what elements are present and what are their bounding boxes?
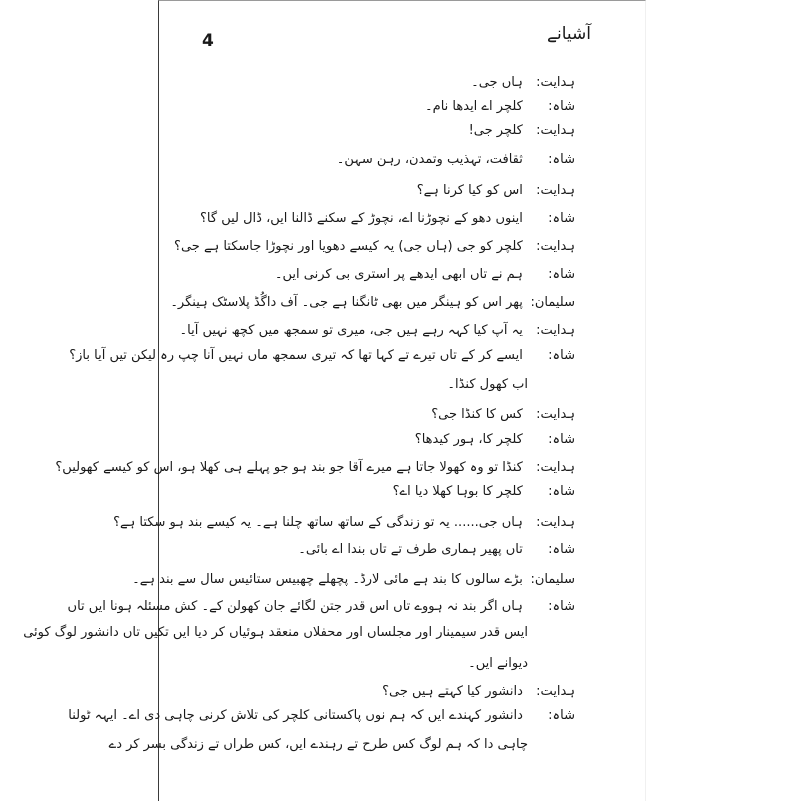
speech-text: ایسے کر کے تاں تیرے تے کہا تھا کہ تیری سمجھ ماں نہیں آنا چپ رہ لیکن تیں آیا باز؟: [69, 348, 523, 363]
speech-text: کلچر جی!: [468, 123, 523, 138]
speaker-label: شاہ:: [548, 267, 575, 282]
speaker-label: ہدایت:: [536, 183, 575, 198]
speech-continuation: اب کھول کنڈا۔: [447, 377, 528, 392]
dialogue-line: [68, 598, 575, 616]
speaker-label: سلیمان:: [530, 572, 575, 587]
speaker-label: شاہ:: [548, 432, 575, 447]
dialogue-line: [180, 322, 575, 340]
speaker-label: شاہ:: [548, 211, 575, 226]
speaker-label: ہدایت:: [536, 323, 575, 338]
dialogue-line: [200, 210, 575, 228]
dialogue-line: [393, 483, 575, 501]
dialogue-line: [337, 151, 575, 169]
dialogue-line: [132, 571, 575, 589]
dialogue-line: [298, 541, 575, 559]
speaker-label: شاہ:: [548, 152, 575, 167]
speaker-label: ہدایت:: [536, 123, 575, 138]
speech-continuation: چاہی دا کہ ہم لوگ کس طرح تے رہندے ایں، کس طراں تے زندگی بسر کر دے: [108, 737, 528, 752]
speech-text: ہاں جی۔: [471, 75, 523, 90]
speech-text: تاں پھیر ہماری طرف تے تاں بندا اے بائی۔: [298, 542, 523, 557]
speech-text: کلچر کا بوہا کھلا دیا اے؟: [392, 484, 523, 499]
speech-text: بڑے سالوں کا بند ہے مائی لارڈ۔ پچھلے چھبیس ستائیس سال سے بند ہے۔: [132, 572, 523, 587]
dialogue-line: [471, 74, 575, 92]
speech-text: یہ آپ کیا کہہ رہے ہیں جی، میری تو سمجھ میں کچھ نہیں آیا۔: [179, 323, 523, 338]
running-title: آشیانے: [547, 24, 591, 44]
dialogue-line: [415, 431, 575, 449]
dialogue-line: [469, 122, 575, 140]
speaker-label: شاہ:: [548, 99, 575, 114]
speech-text: پھر اس کو ہینگر میں بھی ٹانگنا ہے جی۔ آف داگُڈ پلاسٹک ہینگر۔: [170, 295, 523, 310]
dialogue-line: [113, 514, 575, 532]
speaker-label: ہدایت:: [536, 515, 575, 530]
speaker-label: شاہ:: [548, 542, 575, 557]
speech-text: کلچر کا، ہور کیدھا؟: [414, 432, 523, 447]
speech-text: اینوں دھو کے نچوڑنا اے، نچوڑ کے سکنے ڈالنا ایں، ڈال لیں گا؟: [200, 211, 523, 226]
speech-text: کلچر کو جی (ہاں جی) یہ کیسے دھویا اور نچوڑا جاسکتا ہے جی؟: [174, 239, 523, 254]
dialogue-line: [425, 98, 575, 116]
speaker-label: شاہ:: [548, 599, 575, 614]
speaker-label: ہدایت:: [536, 75, 575, 90]
speaker-label: ہدایت:: [536, 460, 575, 475]
dialogue-line: [69, 347, 575, 365]
dialogue-line: [55, 459, 575, 477]
speaker-label: شاہ:: [548, 708, 575, 723]
dialogue-line: [275, 266, 575, 284]
speaker-label: ہدایت:: [536, 239, 575, 254]
dialogue-line: [417, 182, 575, 200]
speech-text: دانشور کہندے ایں کہ ہم نوں پاکستانی کلچر کی تلاش کرنی چاہی دی اے۔ ایہہ ٹولنا: [68, 708, 523, 723]
book-page: [23, 0, 646, 801]
speaker-label: شاہ:: [548, 348, 575, 363]
speaker-label: ہدایت:: [536, 684, 575, 699]
speech-text: کلچر اے ایدھا نام۔: [425, 99, 523, 114]
speech-text: کس کا کنڈا جی؟: [431, 407, 523, 422]
speaker-label: ہدایت:: [536, 407, 575, 422]
dialogue-line: [431, 406, 575, 424]
speech-continuation: دیوانے ایں۔: [468, 656, 528, 671]
dialogue-line: [170, 294, 575, 312]
speech-text: ہم نے تاں ابھی ایدھے پر استری بی کرنی ایں۔: [274, 267, 523, 282]
speech-text: ہاں جی...... یہ تو زندگی کے ساتھ ساتھ چلنا ہے۔ یہ کیسے بند ہو سکتا ہے؟: [113, 515, 523, 530]
speech-text: اس کو کیا کرنا ہے؟: [416, 183, 523, 198]
speech-text: ہاں اگر بند نہ ہووے تاں اس قدر جتن لگائے جان کھولن کے۔ کش مسئلہ ہونا ایں تاں: [67, 599, 523, 614]
speech-continuation: ایس قدر سیمینار اور مجلساں اور محفلاں منعقد ہوئیاں کر دیا ایں تکیں تاں دانشور لوگ کوئی: [23, 625, 528, 640]
page-number: 4: [202, 31, 214, 51]
speaker-label: سلیمان:: [530, 295, 575, 310]
speech-text: دانشور کیا کہتے ہیں جی؟: [382, 684, 523, 699]
speech-text: کنڈا تو وہ کھولا جاتا ہے میرے آقا جو بند ہو جو پہلے ہی کھلا ہو، اس کو کیسے کھولیں؟: [55, 460, 523, 475]
dialogue-line: [174, 238, 575, 256]
speaker-label: شاہ:: [548, 484, 575, 499]
dialogue-line: [382, 683, 575, 701]
dialogue-line: [68, 707, 575, 725]
speech-text: ثقافت، تہذیب وتمدن، رہن سہن۔: [336, 152, 523, 167]
